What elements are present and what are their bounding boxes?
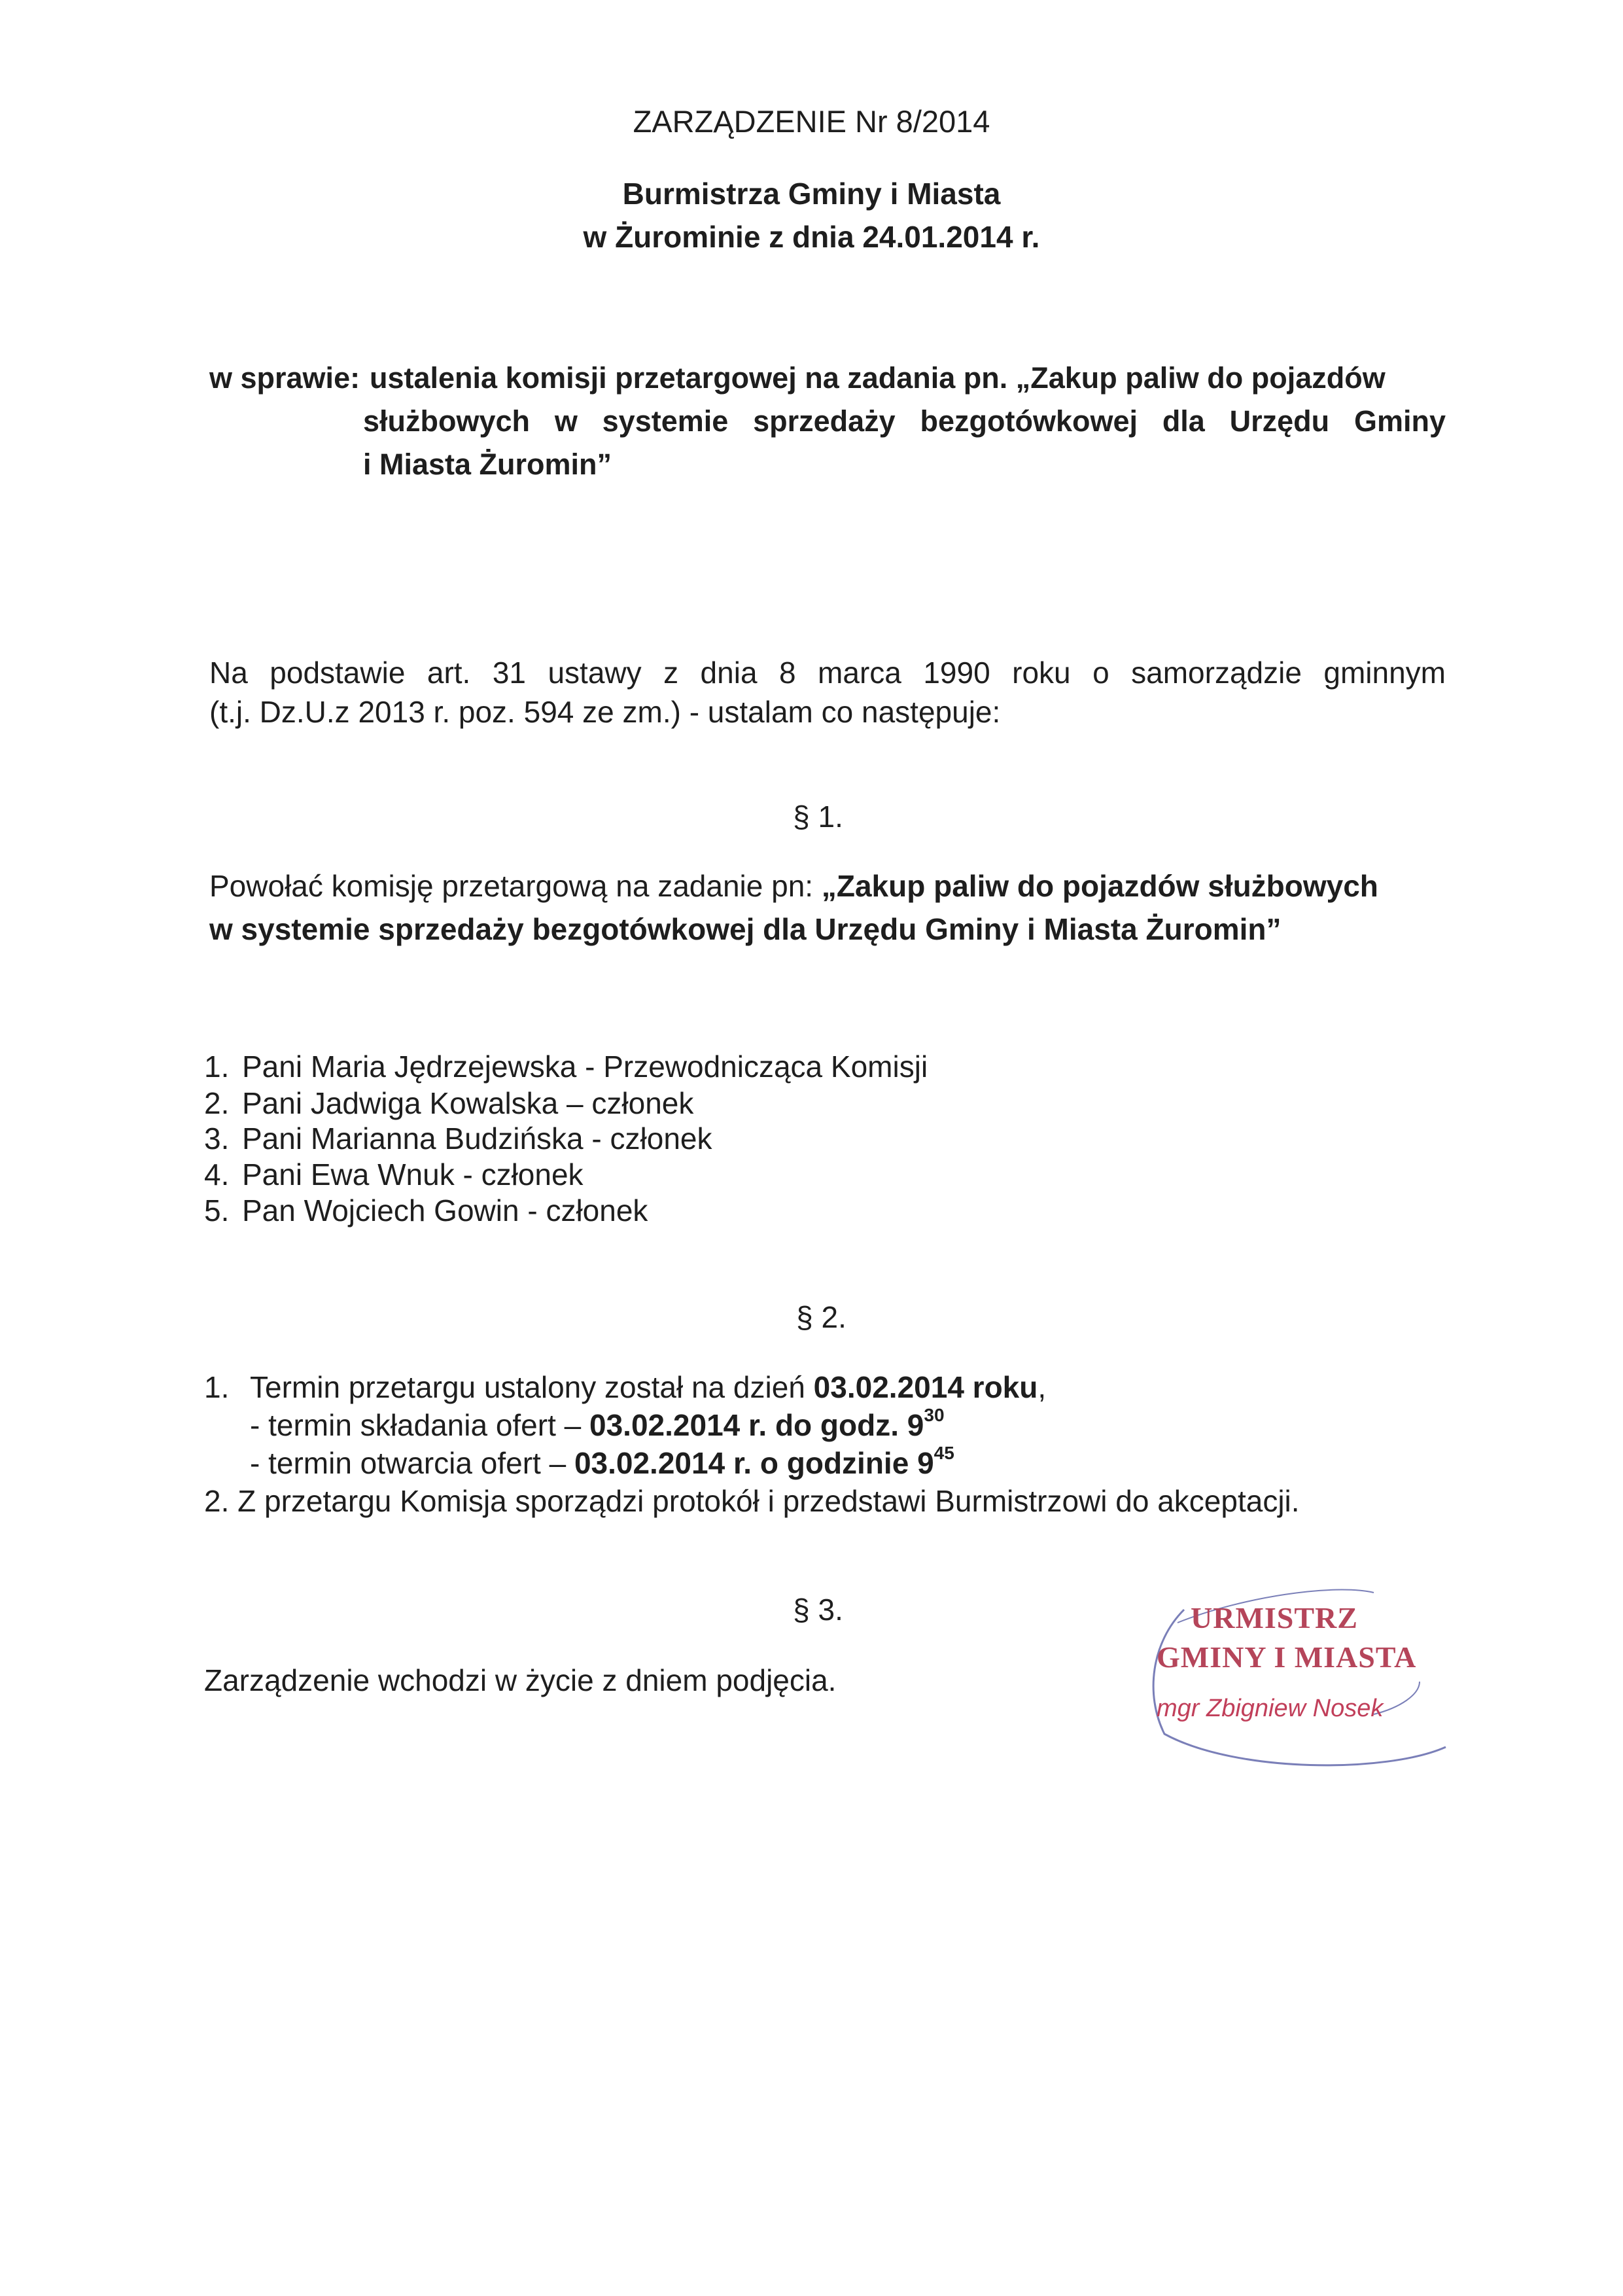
document-place-date: w Żurominie z dnia 24.01.2014 r. — [583, 220, 1040, 254]
list-item-text: Pani Maria Jędrzejewska - Przewodnicząca Komisji — [242, 1050, 928, 1084]
section-2-item-1-number: 1. — [204, 1370, 230, 1404]
list-item-text: Pani Ewa Wnuk - członek — [242, 1157, 584, 1192]
section-3-heading: § 3. — [793, 1593, 843, 1627]
list-item — [204, 1085, 693, 1122]
subject-label: w sprawie: — [209, 361, 360, 395]
legal-basis-line-2: (t.j. Dz.U.z 2013 r. poz. 594 ze zm.) - ustalam co następuje: — [209, 695, 1001, 729]
subject-line-1: ustalenia komisji przetargowej na zadania pn. „Zakup paliw do pojazdów — [370, 361, 1386, 395]
list-item-text: Pan Wojciech Gowin - członek — [242, 1193, 648, 1227]
list-item — [204, 1192, 648, 1229]
list-item-number: 2. — [204, 1086, 230, 1120]
section-2-item-1 — [204, 1369, 1046, 1405]
section-1-intro-plain: Powołać komisję przetargową na zadanie pn: — [209, 869, 822, 903]
section-2-sub-2-plain: - termin otwarcia ofert – — [250, 1446, 574, 1480]
official-stamp — [1138, 1583, 1478, 1780]
section-2-item-1-tail: , — [1038, 1370, 1047, 1404]
section-1-intro — [209, 868, 1449, 904]
stamp-line-2: GMINY I MIASTA — [1157, 1640, 1417, 1674]
document-title: ZARZĄDZENIE Nr 8/2014 — [633, 104, 990, 139]
section-2-item-2: 2. Z przetargu Komisja sporządzi protokół i przedstawi Burmistrzowi do akceptacji. — [204, 1484, 1300, 1518]
section-2-sub-1 — [250, 1407, 945, 1443]
list-item-number: 3. — [204, 1122, 230, 1156]
list-item-text: Pani Marianna Budzińska - członek — [242, 1122, 712, 1156]
section-2-sub-1-plain: - termin składania ofert – — [250, 1408, 590, 1442]
section-3-text: Zarządzenie wchodzi w życie z dniem podjęcia. — [204, 1663, 837, 1697]
section-1-intro-bold: „Zakup paliw do pojazdów służbowych — [821, 869, 1378, 903]
section-2-sub-2-bold: 03.02.2014 r. o godzinie 9 — [574, 1446, 934, 1480]
section-2-sub-1-sup: 30 — [924, 1405, 945, 1425]
stamp-signature: mgr Zbigniew Nosek — [1157, 1695, 1384, 1722]
section-2-sub-2 — [250, 1445, 954, 1481]
list-item-number: 5. — [204, 1193, 230, 1227]
legal-basis-line-1: Na podstawie art. 31 ustawy z dnia 8 marca 1990 roku o samorządzie gminnym — [209, 656, 1446, 690]
list-item-text: Pani Jadwiga Kowalska – członek — [242, 1086, 694, 1120]
section-2-item-1-plain: Termin przetargu ustalony został na dzień — [250, 1370, 814, 1404]
section-1-intro-line-2: w systemie sprzedaży bezgotówkowej dla Urzędu Gminy i Miasta Żuromin” — [209, 912, 1282, 946]
section-2-item-1-date: 03.02.2014 roku — [813, 1370, 1038, 1404]
list-item — [204, 1048, 928, 1085]
subject-line-3: i Miasta Żuromin” — [363, 448, 612, 481]
section-2-sub-1-bold: 03.02.2014 r. do godz. 9 — [589, 1408, 924, 1442]
section-1-heading: § 1. — [793, 800, 843, 834]
section-2-sub-2-sup: 45 — [934, 1443, 954, 1463]
list-item-number: 4. — [204, 1157, 230, 1192]
stamp-line-1: URMISTRZ — [1191, 1601, 1358, 1634]
subject-line-2: służbowych w systemie sprzedaży bezgotówkowej dla Urzędu Gminy — [363, 404, 1446, 438]
list-item — [204, 1156, 584, 1193]
list-item-number: 1. — [204, 1050, 230, 1084]
document-issuer: Burmistrza Gminy i Miasta — [622, 177, 1001, 211]
section-2-heading: § 2. — [796, 1300, 846, 1334]
list-item — [204, 1120, 712, 1157]
